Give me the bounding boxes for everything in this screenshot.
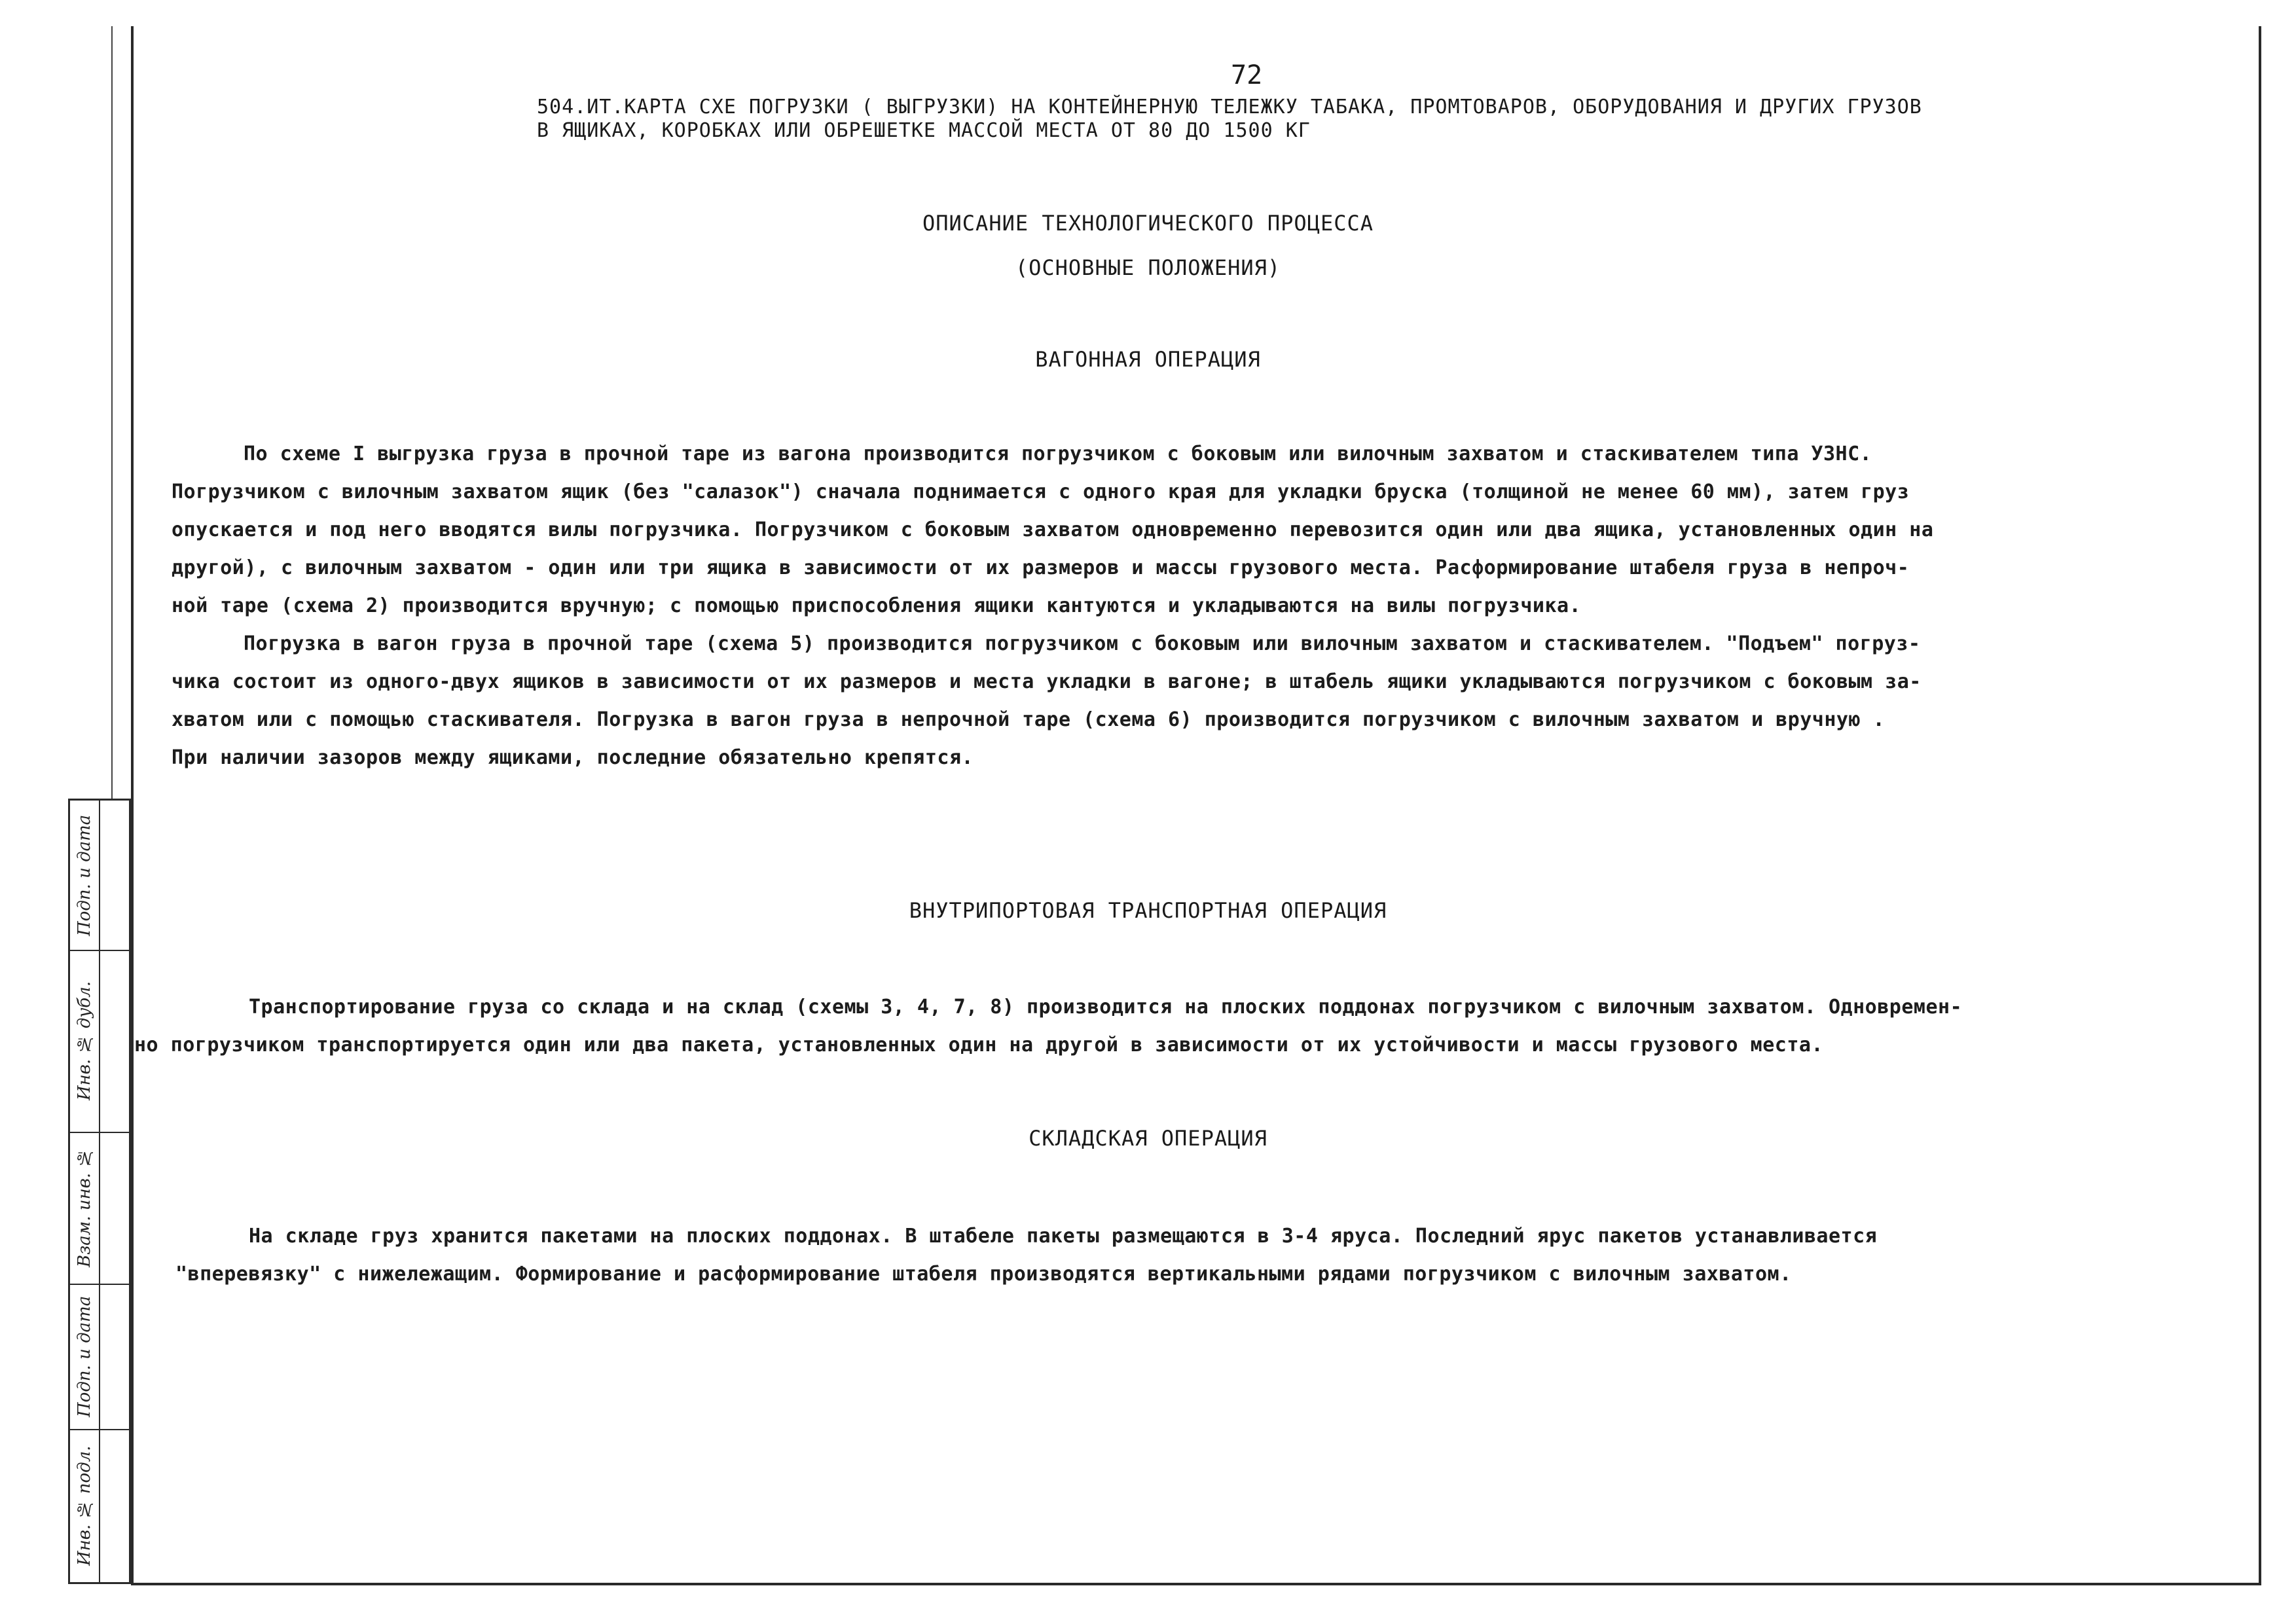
text-line: Транспортирование груза со склада и на склад (схемы 3, 4, 7, 8) производится на плоских поддонах погрузчиком с вилочным захватом. Одновремен-: [249, 996, 1963, 1019]
document-subtitle: (ОСНОВНЫЕ ПОЛОЖЕНИЯ): [1015, 255, 1281, 280]
section-warehouse-text: [175, 1218, 2231, 1293]
text-line: ной таре (схема 2) производится вручную; с помощью приспособления ящики кантуются и укладываются на вилы погрузчика.: [172, 594, 1582, 617]
section-heading-wagon: ВАГОННАЯ ОПЕРАЦИЯ: [1035, 347, 1261, 372]
text-line: чика состоит из одного-двух ящиков в зависимости от их размеров и места укладки в вагоне; в штабель ящики укладываются погрузчиком с боковым за-: [172, 670, 1922, 693]
stamp-label: Взам. инв. №: [75, 1147, 94, 1268]
stamp-label: Инв. № подл.: [75, 1445, 94, 1566]
text-line: Погрузчиком с вилочным захватом ящик (без "салазок") сначала поднимается с одного края для укладки бруска (толщиной не менее 60 мм), затем груз: [172, 480, 1910, 503]
stamp-label: Подп. и дата: [75, 1295, 94, 1417]
document-title: ОПИСАНИЕ ТЕХНОЛОГИЧЕСКОГО ПРОЦЕССА: [922, 211, 1374, 236]
text-line: На складе груз хранится пакетами на плоских поддонах. В штабеле пакеты размещаются в 3-4 яруса. Последний ярус пакетов устанавливается: [249, 1225, 1878, 1248]
text-line: При наличии зазоров между ящиками, последние обязательно крепятся.: [172, 746, 974, 769]
stamp-label: Подп. и дата: [75, 814, 94, 936]
text-line: По схеме I выгрузка груза в прочной таре из вагона производится погрузчиком с боковым или вилочным захватом и стаскивателем типа УЗНС.: [244, 442, 1872, 465]
header-line: 504.ИТ.КАРТА СХЕ ПОГРУЗКИ ( ВЫГРУЗКИ) НА КОНТЕЙНЕРНУЮ ТЕЛЕЖКУ ТАБАКА, ПРОМТОВАРОВ, ОБОРУДОВАНИЯ И ДРУГИХ ГРУЗОВ: [537, 96, 1922, 118]
section-wagon-text: [172, 435, 2227, 777]
stamp-label: Инв. № дубл.: [75, 981, 94, 1100]
section-transport-text: [134, 988, 2236, 1064]
document-header: [537, 96, 2147, 143]
text-line: опускается и под него вводятся вилы погрузчика. Погрузчиком с боковым захватом одновременно перевозится один или два ящика, установленных один на: [172, 518, 1934, 541]
text-line: хватом или с помощью стаскивателя. Погрузка в вагон груза в непрочной таре (схема 6) производится погрузчиком с вилочным захватом и вручную .: [172, 708, 1886, 731]
text-line: другой), с вилочным захватом - один или три ящика в зависимости от их размеров и массы грузового места. Расформирование штабеля груза в непроч-: [172, 556, 1910, 579]
page-number: 72: [1231, 60, 1263, 90]
header-line: В ЯЩИКАХ, КОРОБКАХ ИЛИ ОБРЕШЕТКЕ МАССОЙ МЕСТА ОТ 80 ДО 1500 КГ: [537, 119, 1311, 142]
left-margin-line: [111, 26, 113, 799]
text-line: но погрузчиком транспортируется один или два пакета, установленных один на другой в зависимости от их устойчивости и массы грузового места.: [134, 1034, 1824, 1056]
text-line: "вперевязку" с нижележащим. Формирование и расформирование штабеля производятся вертикальными рядами погрузчиком с вилочным захватом.: [175, 1263, 1792, 1286]
text-line: Погрузка в вагон груза в прочной таре (схема 5) производится погрузчиком с боковым или вилочным захватом и стаскивателем. "Подъем" погруз-: [244, 632, 1921, 655]
section-heading-warehouse: СКЛАДСКАЯ ОПЕРАЦИЯ: [1029, 1126, 1267, 1151]
section-heading-transport: ВНУТРИПОРТОВАЯ ТРАНСПОРТНАЯ ОПЕРАЦИЯ: [909, 898, 1387, 923]
frame-bottom-border: [131, 1583, 2261, 1585]
